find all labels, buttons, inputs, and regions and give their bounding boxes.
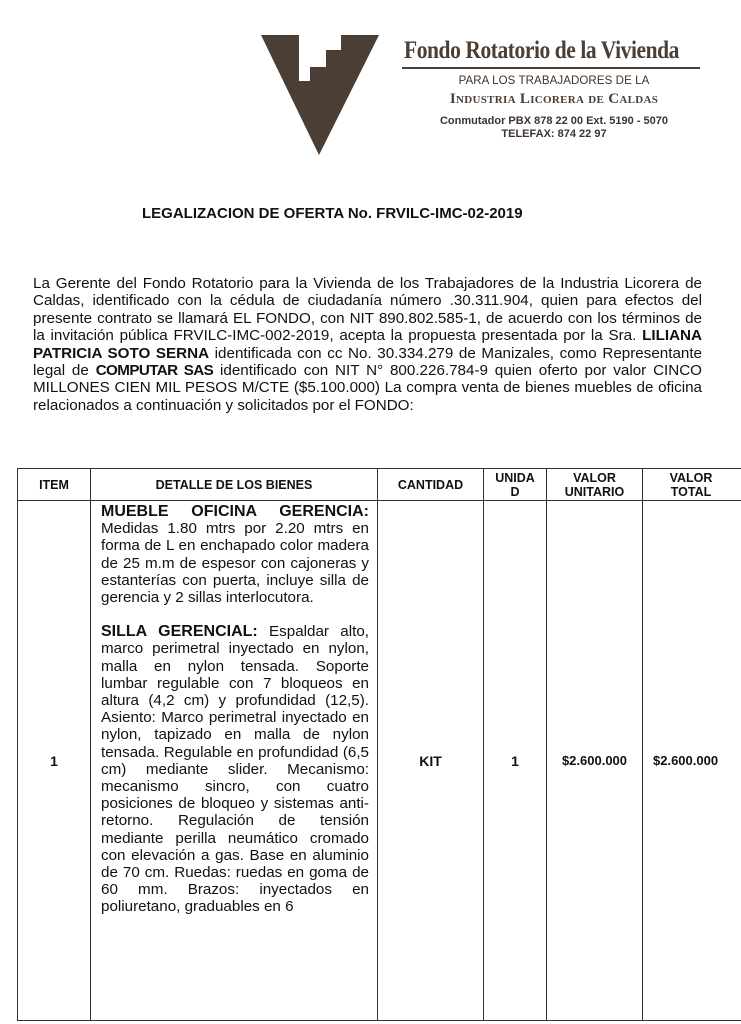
header-unit-line2: D [510, 484, 520, 499]
cell-item: 1 [18, 501, 91, 1021]
cell-quantity: KIT [378, 501, 484, 1021]
organization-parent: Industria Licorera de Caldas [449, 91, 659, 107]
header-total-value-line1: VALOR [669, 470, 713, 485]
header-quantity: CANTIDAD [378, 469, 484, 501]
header-unit-line1: UNIDA [495, 470, 535, 485]
detail-section-chair [101, 623, 369, 915]
intro-paragraph [33, 275, 702, 414]
representative-name: LILIANA PATRICIA SOTO SERNA [33, 327, 702, 362]
table-header-row [18, 469, 741, 501]
detail-section-desk [101, 503, 369, 606]
detail-chair-title: SILLA GERENCIAL: [101, 623, 258, 641]
cell-unit-value: $2.600.000 [547, 501, 643, 1021]
stepped-v-logo-icon [259, 33, 381, 157]
table-row [18, 501, 741, 1021]
intro-text-1: La Gerente del Fondo Rotatorio para la Vivienda de los Trabajadores de la Industria Licorera de Caldas, identificado con la cédula de ciudadanía número .30.311.904, quien para efectos del presente contrato se llamará EL FONDO, con NIT 890.802.585-1, de acuerdo con los términos de la invitación pública FRVILC-IMC-002-2019, acepta la propuesta presentada por la Sra. [33, 275, 702, 345]
cell-unit: 1 [484, 501, 547, 1021]
offer-table [17, 468, 741, 1021]
contact-phone: Conmutador PBX 878 22 00 Ext. 5190 - 5070 [439, 115, 669, 127]
company-name: COMPUTAR SAS [95, 362, 214, 380]
header-unit [484, 469, 547, 501]
header-total-value-line2: TOTAL [670, 484, 712, 499]
detail-desk-title: MUEBLE OFICINA GERENCIA: [101, 503, 369, 520]
document-title: LEGALIZACION DE OFERTA No. FRVILC-IMC-02-2019 [142, 205, 523, 222]
header-total-value [643, 469, 741, 501]
header-detail: DETALLE DE LOS BIENES [91, 469, 378, 501]
header-unit-value-line1: VALOR [573, 470, 616, 485]
header-item: ITEM [18, 469, 91, 501]
organization-name: Fondo Rotatorio de la Vivienda [404, 37, 679, 64]
cell-detail [91, 501, 378, 1021]
contact-telefax: TELEFAX: 874 22 97 [501, 128, 607, 140]
header-unit-value [547, 469, 643, 501]
header-unit-value-line2: UNITARIO [564, 484, 625, 499]
intro-text-2: identificada con cc No. 30.334.279 de Manizales, como Representante legal de [33, 344, 703, 380]
cell-total-value: $2.600.000 [643, 501, 741, 1021]
organization-subtitle: PARA LOS TRABAJADORES DE LA [458, 75, 650, 87]
detail-desk-text: Medidas 1.80 mtrs por 2.20 mtrs en forma de L en enchapado color madera de 25 m.m de espesor con cajoneras y estanterías con puerta, incluye silla de gerencia y 2 sillas interlocutora. [101, 520, 369, 607]
letterhead-divider [402, 67, 700, 69]
detail-chair-text: Espaldar alto, marco perimetral inyectado en nylon, malla en nylon tensada. Soporte lumbar regulable con 7 bloqueos en altura (4,2 cm) y profundidad (12,5). Asiento: Marco perimetral inyectado en nylon, tapizado en malla de nylon tensada. Regulable en profundidad (6,5 cm) mediante slider. Mecanismo: mecanismo sincro, con cuatro posiciones de bloqueo y sistemas anti-retorno. Regulación de tensión mediante perilla neumático cromado con elevación a gas. Base en aluminio de 70 cm. Ruedas: ruedas en goma de 60 mm. Brazos: inyectados en poliuretano, graduables en 6 [101, 623, 369, 916]
intro-text-3: identificado con NIT N° 800.226.784-9 quien oferto por valor CINCO MILLONES CIEN MIL PESOS M/CTE ($5.100.000) La compra venta de bienes muebles de oficina relacionados a continuación y solicitados por el FONDO: [33, 362, 702, 414]
